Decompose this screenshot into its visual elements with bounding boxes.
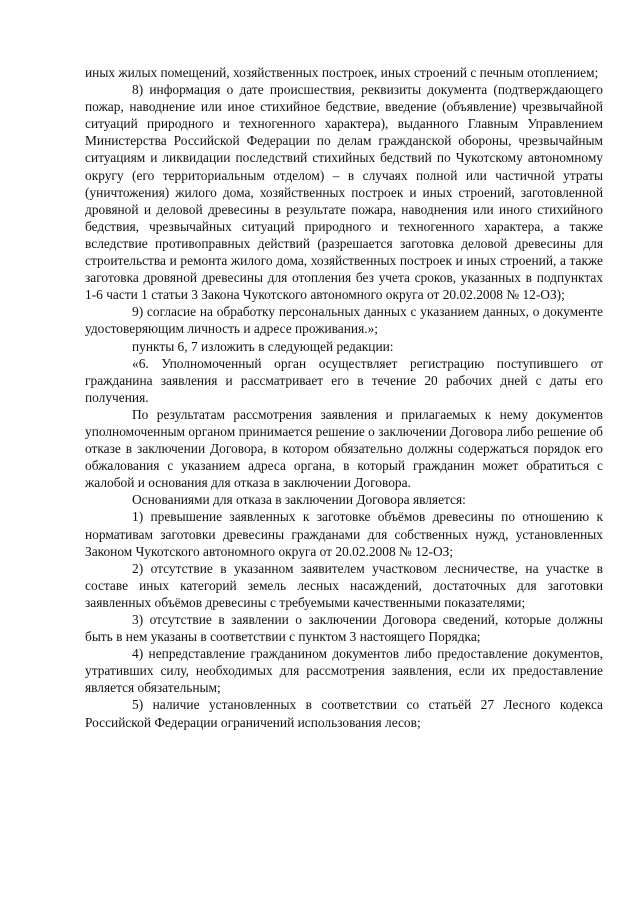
paragraph-continuation: иных жилых помещений, хозяйственных построек, иных строений с печным отоплением; (85, 65, 599, 80)
paragraph-point-6: «6. Уполномоченный орган осуществляет регистрацию поступившего от гражданина заявления и рассматривает его в течение 20 рабочих дней с даты его получения. (85, 355, 603, 405)
paragraph-review-results: По результатам рассмотрения заявления и прилагаемых к нему документов уполномоченным органом принимается решение о заключении Договора либо решение об отказе в заключении Договора, в котором обязательно должны содержаться порядок его обжалования с указанием адреса органа, в который гражданин может обратиться с жалобой и основания для отказа в заключении Договора. (85, 406, 603, 491)
paragraph-refusal-grounds-heading: Основаниями для отказа в заключении Договора является: (132, 492, 466, 508)
paragraph-item-8: 8) информация о дате происшествия, реквизиты документа (подтверждающего пожар, наводнение или иное стихийное бедствие, введение (объявление) чрезвычайной ситуаций природного и техногенного характера), выданного Главным Управлением Министерства Российской Федерации по делам гражданской обороны, чрезвычайным ситуациям и ликвидации последствий стихийных бедствий по Чукотскому автономному округу (его территориальным отделом) – в случаях полной или частичной утраты (уничтожения) жилого дома, хозяйственных построек и иных строений, заготовленной дровяной и деловой древесины в результате пожара, наводнения или иного стихийного бедствия, чрезвычайных ситуаций природного и техногенного характера, а также вследствие противоправных действий (разрешается заготовка деловой древесины для строительства и ремонта жилого дома, хозяйственных построек и иных строений, а также заготовка дровяной древесины для отопления без учета сроков, указанных в подпунктах 1-6 части 1 статьи 3 Закона Чукотского автономного округа от 20.02.2008 № 12-ОЗ); (85, 82, 603, 303)
paragraph-item-9: 9) согласие на обработку персональных данных с указанием данных, о документе удостоверяющим личность и адресе проживания.»; (85, 304, 603, 337)
paragraph-ground-5: 5) наличие установленных в соответствии со статьёй 27 Лесного кодекса Российской Федерации ограничений использования лесов; (85, 697, 603, 730)
paragraph-ground-2: 2) отсутствие в указанном заявителем участковом лесничестве, на участке в составе иных категорий земель лесных насаждений, достаточных для заготовки заявленных объёмов древесины с требуемыми качественными показателями; (85, 560, 603, 610)
paragraph-ground-4: 4) непредставление гражданином документов либо предоставление документов, утративших силу, необходимых для рассмотрения заявления, если их предоставление является обязательным; (85, 646, 603, 696)
paragraph-amendment-intro: пункты 6, 7 изложить в следующей редакции: (132, 338, 394, 354)
document-page (85, 64, 603, 731)
paragraph-ground-1: 1) превышение заявленных к заготовке объёмов древесины по отношению к нормативам заготовки древесины гражданами для собственных нужд, установленных Законом Чукотского автономного округа от 20.02.2008 № 12-ОЗ; (85, 509, 603, 559)
paragraph-ground-3: 3) отсутствие в заявлении о заключении Договора сведений, которые должны быть в нем указаны в соответствии с пунктом 3 настоящего Порядка; (85, 612, 603, 645)
